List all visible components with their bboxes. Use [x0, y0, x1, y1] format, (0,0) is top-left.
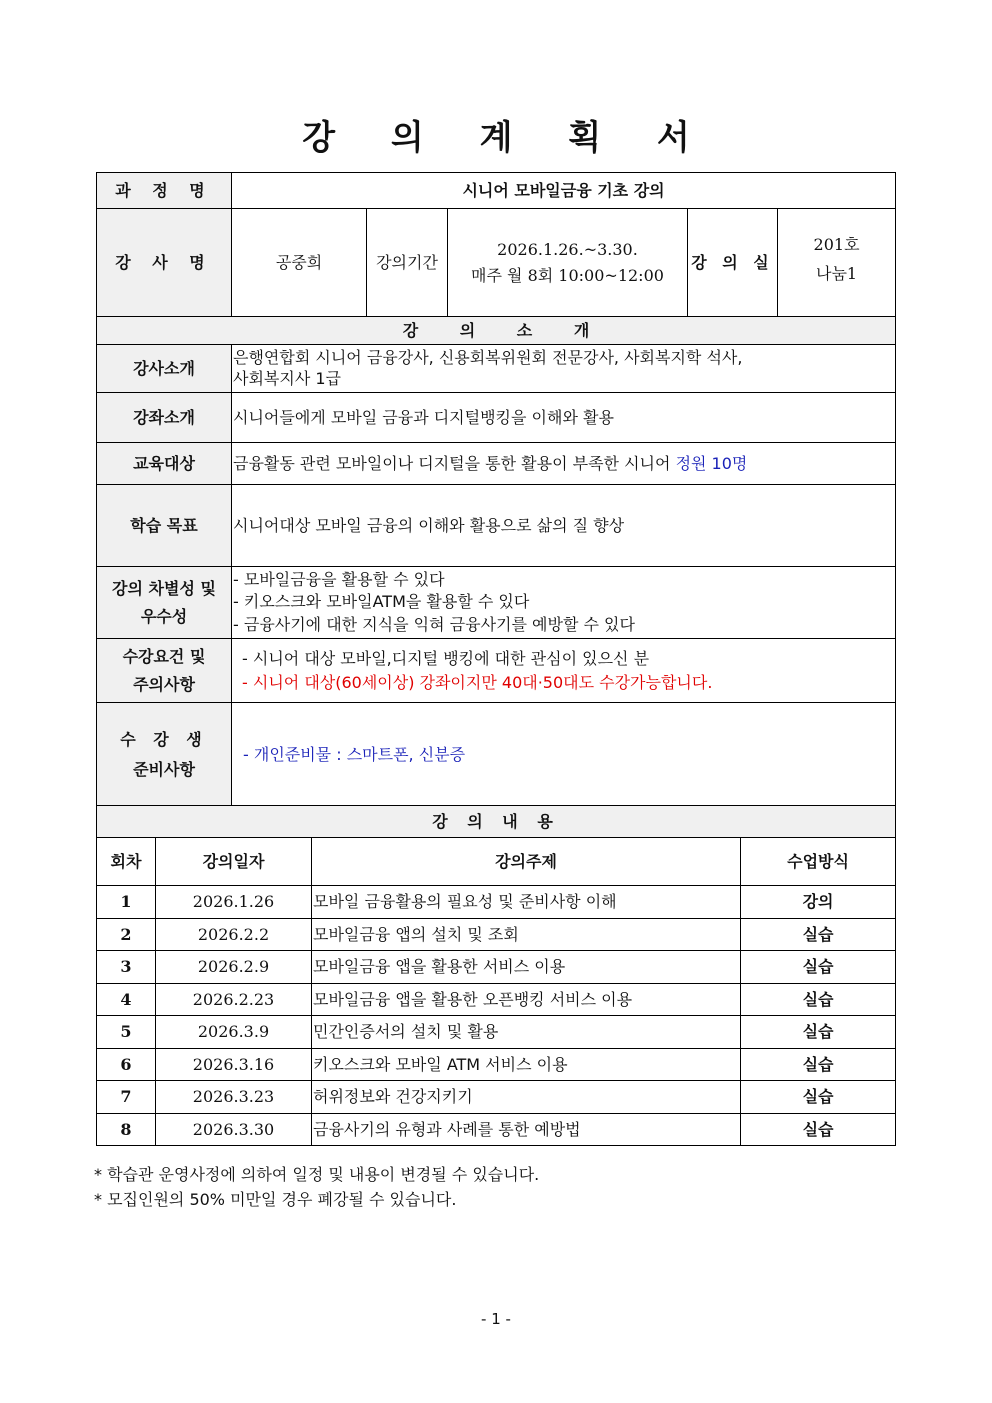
session-date: 2026.1.26	[156, 886, 312, 919]
instructor-intro-line2: 사회복지사 1급	[233, 368, 342, 388]
requirements-value	[232, 639, 896, 703]
session-no: 8	[97, 1114, 156, 1146]
room-label: 강 의 실	[688, 209, 778, 317]
session-no: 6	[97, 1049, 156, 1081]
strength-item: - 모바일금융을 활용할 수 있다	[233, 569, 445, 589]
room-name: 나눔1	[815, 263, 858, 283]
requirements-label-line1: 수강요건 및	[122, 646, 206, 666]
target-text: 금융활동 관련 모바일이나 디지털을 통한 활용이 부족한 시니어	[233, 453, 671, 473]
prep-label-line2: 준비사항	[133, 760, 195, 779]
header-session: 회차	[97, 838, 156, 886]
course-name-label: 과 정 명	[97, 173, 232, 209]
requirements-label-line2: 주의사항	[133, 674, 195, 694]
target-capacity: 정원 10명	[675, 453, 748, 473]
table-row	[97, 984, 896, 1016]
instructor-value: 공중희	[232, 209, 367, 317]
goal-value: 시니어대상 모바일 금융의 이해와 활용으로 삶의 질 향상	[232, 485, 896, 567]
course-intro-value: 시니어들에게 모바일 금융과 디지털뱅킹을 이해와 활용	[232, 393, 896, 443]
period-schedule: 매주 월 8회 10:00~12:00	[471, 265, 664, 285]
goal-label: 학습 목표	[97, 485, 232, 567]
session-method: 강의	[741, 886, 896, 919]
table-row	[97, 1049, 896, 1081]
note-item: * 모집인원의 50% 미만일 경우 폐강될 수 있습니다.	[94, 1190, 457, 1209]
header-topic: 강의주제	[312, 838, 741, 886]
table-row	[97, 1016, 896, 1049]
note-item: * 학습관 운영사정에 의하여 일정 및 내용이 변경될 수 있습니다.	[94, 1165, 540, 1184]
table-row	[97, 1081, 896, 1114]
prep-value: - 개인준비물 : 스마트폰, 신분증	[232, 703, 896, 808]
session-date: 2026.3.9	[156, 1016, 312, 1049]
notes	[94, 1162, 539, 1212]
course-name-value: 시니어 모바일금융 기초 강의	[232, 173, 896, 209]
session-no: 5	[97, 1016, 156, 1049]
target-value	[232, 443, 896, 485]
schedule-table	[96, 805, 896, 1146]
session-topic: 모바일금융 앱을 활용한 오픈뱅킹 서비스 이용	[312, 984, 741, 1016]
session-no: 7	[97, 1081, 156, 1114]
requirements-label	[97, 639, 232, 703]
session-method: 실습	[741, 984, 896, 1016]
session-date: 2026.3.30	[156, 1114, 312, 1146]
instructor-label: 강 사 명	[97, 209, 232, 317]
course-info-table	[96, 172, 896, 808]
prep-label-line1: 수 강 생	[120, 730, 208, 750]
session-method: 실습	[741, 919, 896, 951]
header-method: 수업방식	[741, 838, 896, 886]
session-no: 4	[97, 984, 156, 1016]
course-intro-label: 강좌소개	[97, 393, 232, 443]
session-method: 실습	[741, 1081, 896, 1114]
session-topic: 모바일금융 앱의 설치 및 조회	[312, 919, 741, 951]
session-no: 1	[97, 886, 156, 919]
requirements-warning: - 시니어 대상(60세이상) 강좌이지만 40대·50대도 수강가능합니다.	[242, 673, 713, 692]
session-date: 2026.3.23	[156, 1081, 312, 1114]
session-method: 실습	[741, 1114, 896, 1146]
strength-label-line2: 우수성	[140, 606, 188, 626]
session-topic: 모바일 금융활용의 필요성 및 준비사항 이해	[312, 886, 741, 919]
requirements-item: - 시니어 대상 모바일,디지털 뱅킹에 대한 관심이 있으신 분	[242, 649, 650, 668]
session-date: 2026.2.9	[156, 951, 312, 984]
strength-label	[97, 567, 232, 639]
period-dates: 2026.1.26.~3.30.	[497, 239, 638, 259]
session-method: 실습	[741, 1049, 896, 1081]
session-date: 2026.3.16	[156, 1049, 312, 1081]
target-label: 교육대상	[97, 443, 232, 485]
page-number: - 1 -	[481, 1310, 511, 1328]
table-row	[97, 919, 896, 951]
session-topic: 금융사기의 유형과 사례를 통한 예방법	[312, 1114, 741, 1146]
session-topic: 모바일금융 앱을 활용한 서비스 이용	[312, 951, 741, 984]
session-topic: 허위정보와 건강지키기	[312, 1081, 741, 1114]
strength-item: - 금융사기에 대한 지식을 익혀 금융사기를 예방할 수 있다	[233, 614, 635, 634]
document-title: 강 의 계 획 서	[302, 118, 712, 158]
room-value	[778, 209, 896, 317]
table-row	[97, 1114, 896, 1146]
room-number: 201호	[813, 235, 860, 254]
instructor-intro-line1: 은행연합회 시니어 금융강사, 신용회복위원회 전문강사, 사회복지학 석사,	[233, 347, 743, 367]
schedule-section-title: 강 의 내 용	[97, 806, 896, 838]
session-method: 실습	[741, 951, 896, 984]
instructor-intro-value	[232, 345, 896, 393]
session-no: 2	[97, 919, 156, 951]
prep-label	[97, 703, 232, 808]
session-method: 실습	[741, 1016, 896, 1049]
table-row	[97, 886, 896, 919]
header-date: 강의일자	[156, 838, 312, 886]
period-value	[448, 209, 688, 317]
session-date: 2026.2.23	[156, 984, 312, 1016]
table-row	[97, 951, 896, 984]
strength-item: - 키오스크와 모바일ATM을 활용할 수 있다	[233, 592, 530, 612]
period-label: 강의기간	[367, 209, 448, 317]
strength-list	[232, 567, 896, 639]
session-date: 2026.2.2	[156, 919, 312, 951]
session-no: 3	[97, 951, 156, 984]
session-topic: 민간인증서의 설치 및 활용	[312, 1016, 741, 1049]
intro-section-title: 강 의 소 개	[97, 317, 896, 345]
instructor-intro-label: 강사소개	[97, 345, 232, 393]
strength-label-line1: 강의 차별성 및	[112, 579, 216, 599]
session-topic: 키오스크와 모바일 ATM 서비스 이용	[312, 1049, 741, 1081]
